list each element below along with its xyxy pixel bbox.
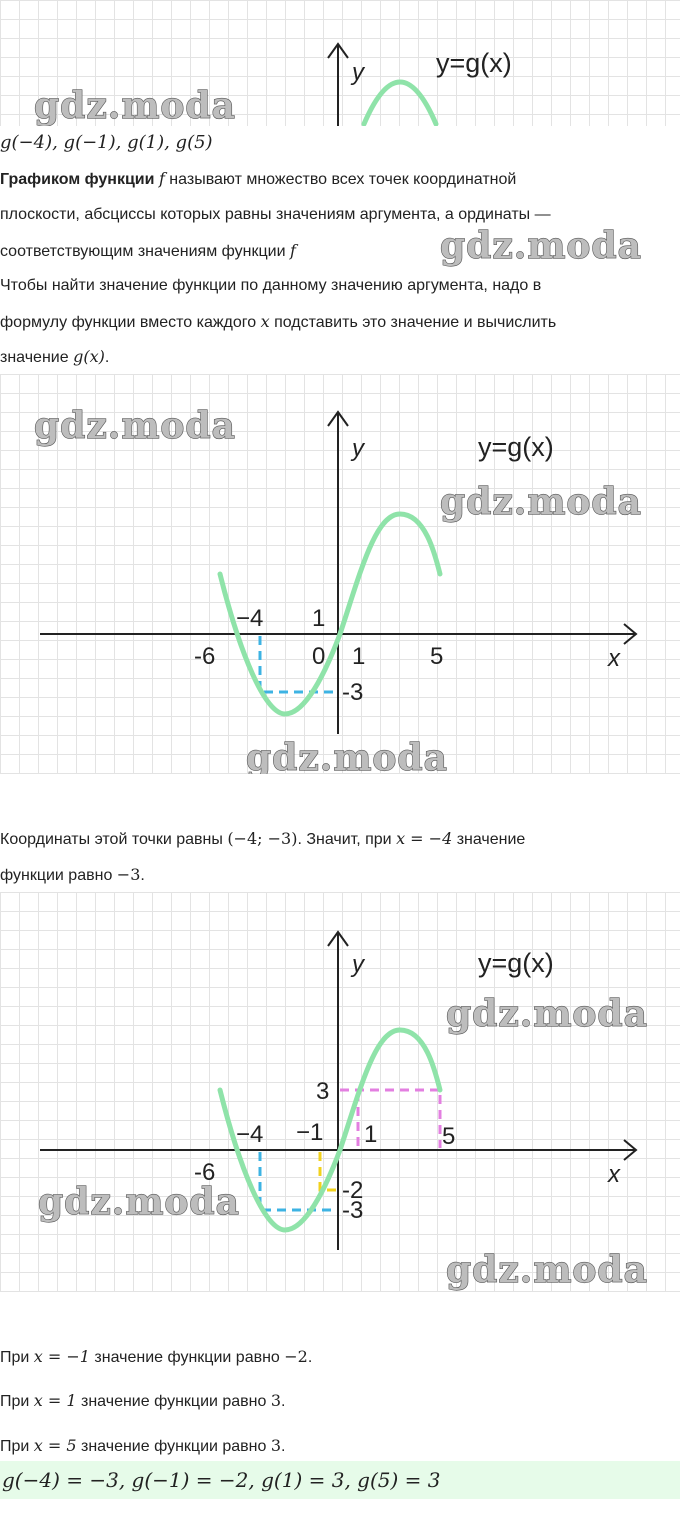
coords-text-d: функции равно: [0, 867, 117, 884]
label-m6: -6: [194, 1159, 216, 1186]
watermark: gdz.moda: [34, 85, 236, 126]
label-m2: -2: [342, 1177, 364, 1204]
label-m4: −4: [236, 605, 264, 632]
definition-line-2: плоскости, абсциссы которых равны значениям аргумента, а ординаты —: [0, 206, 551, 223]
result-text: значение функции равно: [89, 1349, 285, 1366]
result-eq: x = −1: [33, 1347, 90, 1366]
watermark: gdz.moda: [440, 481, 642, 523]
definition-line-3: [0, 242, 296, 261]
result-eq: x = 1: [33, 1391, 77, 1410]
var-gx: g(x): [73, 347, 105, 366]
method-text-d: .: [104, 349, 110, 366]
graph-title: y=g(x): [478, 948, 554, 978]
label-m6: -6: [194, 643, 216, 670]
result-value: 3: [270, 1436, 282, 1455]
coords-val: −3: [116, 865, 141, 884]
result-text: При: [0, 1349, 34, 1366]
definition-text: называют множество всех точек координатной: [164, 171, 517, 188]
coords-text-e: .: [140, 867, 145, 884]
label-m1: −1: [296, 1119, 324, 1146]
graph-title: y=g(x): [436, 48, 512, 78]
result-text: .: [307, 1349, 313, 1366]
label-x5: 5: [442, 1123, 456, 1150]
coords-line-2: [0, 866, 145, 885]
watermark: gdz.moda: [440, 225, 642, 267]
result-line-3: [0, 1437, 286, 1456]
coords-point: (−4; −3): [227, 829, 298, 848]
var-x: x: [260, 312, 270, 331]
label-y3: 3: [316, 1078, 330, 1105]
label-y1: 1: [312, 605, 326, 632]
label-m3: -3: [342, 679, 364, 706]
coords-eq: x = −4: [396, 829, 453, 848]
method-line-3: [0, 348, 109, 367]
result-text: .: [281, 1393, 286, 1410]
graph-1-svg: [0, 374, 680, 774]
coords-text-c: значение: [452, 831, 526, 848]
watermark: gdz.moda: [38, 1181, 240, 1223]
var-f: f: [158, 169, 165, 188]
result-text: При: [0, 1393, 34, 1410]
result-text: значение функции равно: [76, 1438, 271, 1455]
graph-2: [0, 892, 680, 1292]
label-m3: -3: [342, 1197, 364, 1224]
coords-text-b: . Значит, при: [297, 831, 397, 848]
definition-line-1: [0, 170, 516, 189]
question-line: g(−4), g(−1), g(1), g(5): [0, 132, 213, 153]
label-origin: 0: [312, 643, 326, 670]
definition-text-3: соответствующим значениям функции: [0, 243, 290, 260]
answer-box: [0, 1461, 680, 1499]
label-m4: −4: [236, 1121, 264, 1148]
definition-term: Графиком функции: [0, 171, 155, 188]
watermark: gdz.moda: [246, 737, 448, 774]
graph-1: [0, 374, 680, 774]
y-axis-label: y: [352, 435, 364, 462]
label-x1: 1: [352, 643, 366, 670]
watermark-2-wrap: [430, 222, 650, 270]
method-text-b: подставить это значение и вычислить: [269, 314, 557, 331]
x-axis-label: x: [608, 645, 620, 672]
var-f-2: f: [289, 241, 296, 260]
graph-title: y=g(x): [478, 432, 554, 462]
graph-2-svg: [0, 892, 680, 1292]
function-curve: [364, 82, 436, 124]
result-value: 3: [270, 1391, 282, 1410]
watermark: gdz.moda: [446, 993, 648, 1035]
label-x1: 1: [364, 1121, 378, 1148]
method-text-c: значение: [0, 349, 74, 366]
coords-text-a: Координаты этой точки равны: [0, 831, 228, 848]
top-graph: [0, 0, 680, 126]
answer-text: g(−4) = −3, g(−1) = −2, g(1) = 3, g(5) = 3: [2, 1468, 441, 1492]
result-line-1: [0, 1348, 312, 1367]
result-text: значение функции равно: [76, 1393, 271, 1410]
y-axis-label: y: [352, 59, 364, 86]
y-axis-label: y: [352, 951, 364, 978]
label-x5: 5: [430, 643, 444, 670]
watermark: gdz.moda: [34, 405, 236, 447]
watermark: gdz.moda: [446, 1249, 648, 1291]
method-text-a: формулу функции вместо каждого: [0, 314, 261, 331]
result-text: При: [0, 1438, 34, 1455]
method-line-2: [0, 313, 556, 332]
result-eq: x = 5: [33, 1436, 77, 1455]
result-line-2: [0, 1392, 286, 1411]
x-axis-label: x: [608, 1161, 620, 1188]
top-graph-strip: [0, 0, 680, 126]
coords-line-1: [0, 830, 525, 849]
result-value: −2: [284, 1347, 308, 1366]
method-line-1: Чтобы найти значение функции по данному значению аргумента, надо в: [0, 277, 542, 294]
result-text: .: [281, 1438, 286, 1455]
